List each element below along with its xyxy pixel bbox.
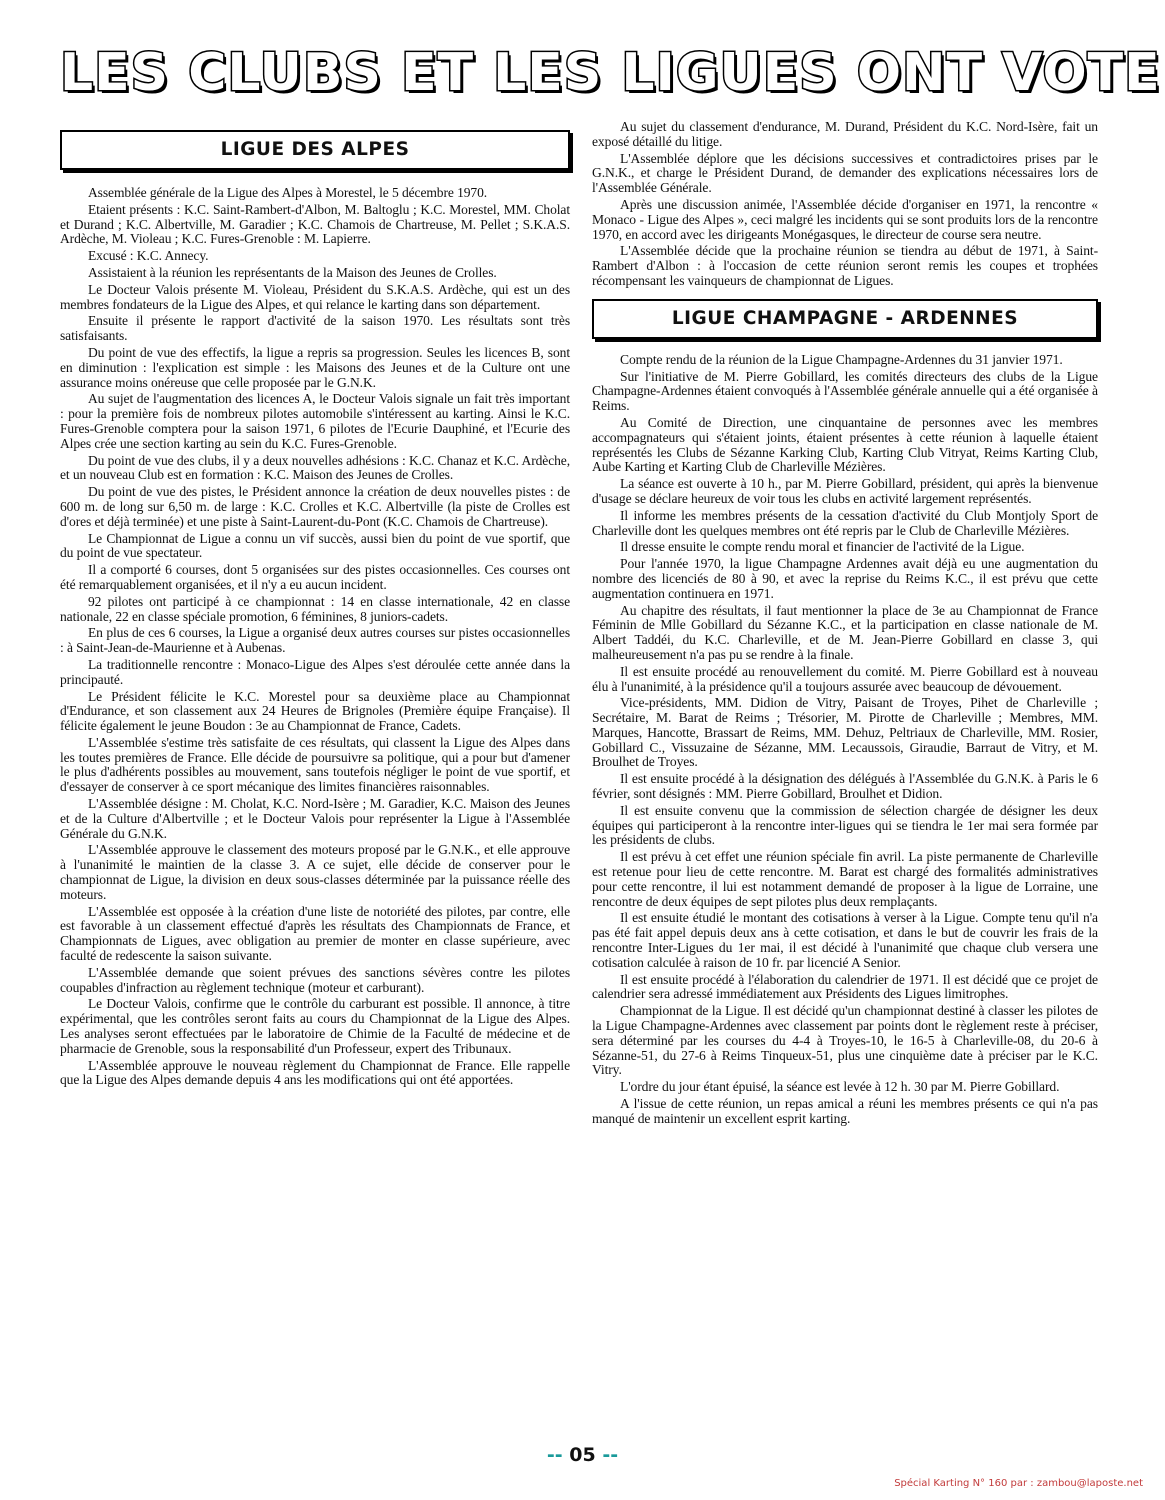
right-column: [592, 120, 1098, 1129]
left-column: [60, 120, 570, 1090]
article-paragraph: Il est ensuite convenu que la commission de sélection chargée de désigner les deux équipes qui participeront à la rencontre inter-ligues qui se tiendra le 1er mai sera formée par les présidents de clubs.: [592, 802, 1098, 848]
article-paragraph: Du point de vue des clubs, il y a deux nouvelles adhésions : K.C. Chanaz et K.C. Ardèche, et un nouveau Club est en formation : K.C. Maison des Jeunes de Crolles.: [60, 452, 570, 483]
article-paragraph: Assistaient à la réunion les représentants de la Maison des Jeunes de Crolles.: [88, 264, 497, 280]
article-paragraph: Il informe les membres présents de la cessation d'activité du Club Montjoly Sport de Charleville dont les quelques membres ont été repris par le Club de Charleville Mézières.: [592, 507, 1098, 538]
article-paragraph: A l'issue de cette réunion, un repas amical a réuni les membres présents ce qui n'a pas manqué de maintenir un excellent esprit karting.: [592, 1096, 1098, 1126]
article-paragraph: Après une discussion animée, l'Assemblée décide d'organiser en 1971, la rencontre « Monaco - Ligue des Alpes », ceci malgré les incidents qui se sont produits lors de la rencontre 1970, en accord avec les dirigeants Monégasques, le directeur de course sera neutre.: [592, 196, 1098, 242]
page-number: [0, 1444, 1165, 1466]
article-paragraph: La séance est ouverte à 10 h., par M. Pierre Gobillard, président, qui après la bienvenue d'usage se déclare heureux de voir tous les clubs en activité largement représentés.: [592, 476, 1098, 506]
article-paragraph: En plus de ces 6 courses, la Ligue a organisé deux autres courses sur pistes occasionnelles : à Saint-Jean-de-Maurienne et à Aubenas.: [60, 625, 570, 656]
article-paragraph: Il a comporté 6 courses, dont 5 organisées sur des pistes occasionnelles. Ces courses ont été remarquablement organisées, et il n'y a eu aucun incident.: [60, 562, 570, 592]
article-paragraph: Excusé : K.C. Annecy.: [88, 248, 209, 264]
article-paragraph: L'Assemblée désigne : M. Cholat, K.C. Nord-Isère ; M. Garadier, K.C. Maison des Jeunes et de la Culture d'Albertville ; et le Docteur Valois pour représenter la Ligue à l'Assemblée Générale du G.N.K.: [60, 796, 570, 841]
ligue-champagne-ardennes-article: [592, 353, 1098, 1127]
article-paragraph: Il dresse ensuite le compte rendu moral et financier de l'activité de la Ligue.: [620, 539, 1025, 555]
article-paragraph: Au sujet du classement d'endurance, M. Durand, Président du K.C. Nord-Isère, fait un exposé détaillé du litige.: [592, 119, 1098, 149]
article-paragraph: Il est ensuite procédé à l'élaboration du calendrier de 1971. Il est décidé que ce projet de calendrier sera adressé immédiatement aux Présidents des Ligues limitrophes.: [592, 971, 1098, 1002]
article-paragraph: Au sujet de l'augmentation des licences A, le Docteur Valois signale un fait très important : pour la première fois de nombreux pilotes automobile s'intéressent au karting. Ainsi le K.C. Fures-Grenoble comptera pour la saison 1971, 6 pilotes de l'Ecurie Dauphiné, et l'Ecurie des Alpes crée une section karting au sein du K.C. Fures-Grenoble.: [60, 391, 570, 451]
article-paragraph: Sur l'initiative de M. Pierre Gobillard, les comités directeurs des clubs de la Ligue Champagne-Ardennes étaient convoqués à l'Assemblée générale annuelle qui a été organisée à Reims.: [592, 368, 1098, 414]
article-paragraph: Championnat de la Ligue. Il est décidé qu'un championnat destiné à classer les pilotes de la Ligue Champagne-Ardennes avec classement par points dont le règlement reste à préciser, sera déterminé par les courses du 4-4 à Troyes-10, le 16-5 à Charleville-08, du 20-6 à Sézanne-51, du 27-6 à Reims Tinqueux-51, plus une cinquième date à préciser par le K.C. Vitry.: [592, 1003, 1098, 1078]
article-paragraph: L'Assemblée déplore que les décisions successives et contradictoires prises par le G.N.K., et charge le Président Durand, de demander des explications nécessaires lors de l'Assemblée Générale.: [592, 150, 1098, 196]
ligue-des-alpes-article-continued: [592, 120, 1098, 289]
article-paragraph: Le Docteur Valois, confirme que le contrôle du carburant est possible. Il annonce, à titre expérimental, que les contrôles seront faits au cours du Championnat de la Ligue des Alpes. Les analyses seront effectuées par le laboratoire de Chimie de la Faculté de médecine et de pharmacie de Grenoble, sous la responsabilité d'un Professeur, expert des Tribunaux.: [60, 996, 570, 1056]
page-number-value: 05: [569, 1444, 596, 1466]
article-paragraph: Au Comité de Direction, une cinquantaine de personnes avec les membres accompagnateurs qui s'étaient joints, étaient présentes à cette réunion à laquelle étaient représentés les Clubs de Sézanne Karking Club, Karting Club Vitryat, Reims Karting Club, Aube Karting et Karting Club de Charleville Mézières.: [592, 414, 1098, 475]
article-paragraph: Compte rendu de la réunion de la Ligue Champagne-Ardennes du 31 janvier 1971.: [620, 351, 1063, 367]
article-paragraph: Assemblée générale de la Ligue des Alpes à Morestel, le 5 décembre 1970.: [88, 185, 488, 200]
article-paragraph: Il est prévu à cet effet une réunion spéciale fin avril. La piste permanente de Charleville est retenue pour lieu de cette rencontre. M. Barat est chargé des formalités administratives pour cette rencontre, il lui est notamment demandé de proposer à la ligue de Lorraine, une rencontre de deux équipes de sept pilotes plus deux remplaçants.: [592, 849, 1098, 909]
article-paragraph: Ensuite il présente le rapport d'activité de la saison 1970. Les résultats sont très satisfaisants.: [60, 313, 570, 344]
article-paragraph: Le Championnat de Ligue a connu un vif succès, aussi bien du point de vue sportif, que du point de vue spectateur.: [60, 530, 570, 561]
article-paragraph: Du point de vue des effectifs, la ligue a repris sa progression. Seules les licences B, sont en diminution : l'explication est simple : les Maisons des Jeunes et de la Culture ont une assurance moins onéreuse que celle proposée par le G.N.K.: [60, 344, 570, 390]
section-title-ligue-des-alpes: LIGUE DES ALPES: [60, 130, 570, 170]
article-paragraph: Au chapitre des résultats, il faut mentionner la place de 3e au Championnat de France Féminin de Mlle Gobillard du Sézanne K.C., et la participation en classe nationale de M. Albert Taddéi, du K.C. Charleville, et de M. Jean-Pierre Gobillard en classe 3, qui malheureusement n'a pas pu se rendre à la finale.: [592, 602, 1098, 662]
section-title-ligue-champagne-ardennes: LIGUE CHAMPAGNE - ARDENNES: [592, 299, 1098, 339]
article-paragraph: Du point de vue des pistes, le Président annonce la création de deux nouvelles pistes : de 600 m. de long sur 6,50 m. de large : K.C. Crolles et K.C. Albertville (la piste de Crolles est d'ores et déjà terminée) et une piste à Saint-Laurent-du-Pont (K.C. Chamois de Chartreuse).: [60, 484, 570, 529]
article-paragraph: Pour l'année 1970, la ligue Champagne Ardennes avait déjà eu une augmentation du nombre des licenciés de 80 à 90, et avec la reprise du Reims K.C., il est prévu que cette augmentation continuera en 1971.: [592, 556, 1098, 601]
article-paragraph: Il est ensuite procédé au renouvellement du comité. M. Pierre Gobillard est à nouveau élu à l'unanimité, à la présidence qu'il a toujours assurée avec beaucoup de dévouement.: [592, 663, 1098, 694]
page-number-dash-right: --: [602, 1444, 619, 1466]
article-paragraph: L'Assemblée demande que soient prévues des sanctions sévères contre les pilotes coupables d'infraction au règlement technique (moteur et carburant).: [60, 964, 570, 995]
page-headline: LES CLUBS ET LES LIGUES ONT VOTE: [60, 43, 1161, 103]
article-paragraph: Etaient présents : K.C. Saint-Rambert-d'Albon, M. Baltoglu ; K.C. Morestel, MM. Cholat et Durand ; K.C. Albertville, M. Garadier ; K.C. Chamois de Chartreuse, M. Pellet ; S.K.A.S. Ardèche, M. Violeau ; K.C. Fures-Grenoble : M. Lapierre.: [60, 201, 570, 247]
article-paragraph: L'Assemblée approuve le nouveau règlement du Championnat de France. Elle rappelle que la Ligue des Alpes demande depuis 4 ans les modifications qui ont été apportées.: [60, 1057, 570, 1088]
article-paragraph: 92 pilotes ont participé à ce championnat : 14 en classe internationale, 42 en classe nationale, 22 en classe spéciale promotion, 6 féminines, 8 juniors-cadets.: [60, 593, 570, 624]
page-number-dash-left: --: [546, 1444, 563, 1466]
article-paragraph: Le Président félicite le K.C. Morestel pour sa deuxième place au Championnat d'Endurance, et son classement aux 24 Heures de Brignoles (Première équipe Française). Il félicite également le jeune Boudon : 3e au Championnat de France, Cadets.: [60, 688, 570, 734]
article-paragraph: Il est ensuite procédé à la désignation des délégués à l'Assemblée du G.N.K. à Paris le 6 février, sont désignés : MM. Pierre Gobillard, Broulhet et Didion.: [592, 771, 1098, 802]
footer-credit: Spécial Karting N° 160 par : zambou@laposte.net: [894, 1478, 1143, 1489]
article-paragraph: L'Assemblée décide que la prochaine réunion se tiendra au début de 1971, à Saint-Rambert d'Albon : à l'occasion de cette réunion seront remis les coupes et trophées récompensant les vainqueurs de championnat de Ligues.: [592, 243, 1098, 288]
article-paragraph: Vice-présidents, MM. Didion de Vitry, Paisant de Troyes, Pihet de Charleville ; Secrétaire, M. Barat de Reims ; Trésorier, M. Pirotte de Charleville ; Membres, MM. Marques, Hancotte, Brassart de Reims, MM. Dehuz, Peltriaux de Charleville, MM. Rosier, Gobillard C., Vissuzaine de Sézanne, MM. Lecaussois, Giraudie, Barraut de Vitry, et M. Broulhet de Troyes.: [592, 695, 1098, 770]
article-paragraph: L'Assemblée est opposée à la création d'une liste de notoriété des pilotes, par contre, elle est favorable à un classement effectué d'après les résultats des Championnats de France, et Championnats de Ligues, avec obligation au premier de monter en classe supérieure, avec faculté de redescente la saison suivante.: [60, 903, 570, 964]
article-paragraph: La traditionnelle rencontre : Monaco-Ligue des Alpes s'est déroulée cette année dans la principauté.: [60, 656, 570, 687]
article-paragraph: Il est ensuite étudié le montant des cotisations à verser à la Ligue. Compte tenu qu'il n'a pas été fait appel depuis deux ans à cette cotisation, et dans le but de couvrir les frais de la rencontre Inter-Ligues du 1er mai, il est décidé à l'unanimité que chaque club versera une cotisation calculée à raison de 10 fr. par licencié A Senior.: [592, 910, 1098, 970]
ligue-des-alpes-article: [60, 186, 570, 1088]
article-paragraph: L'Assemblée approuve le classement des moteurs proposé par le G.N.K., et elle approuve à l'unanimité le maintien de la classe 3. A ce sujet, elle décide de conserver pour le championnat de Ligue, la division en deux sous-classes déterminée par la puissance réelle des moteurs.: [60, 842, 570, 902]
article-paragraph: L'Assemblée s'estime très satisfaite de ces résultats, qui classent la Ligue des Alpes dans les toutes premières de France. Elle décide de poursuivre sa politique, qui a pour but d'amener le plus d'adhérents possibles au mouvement, sans toutefois négliger le point de vue sportif, et d'essayer de conserver à ce sport mécanique des limites financières raisonnables.: [60, 734, 570, 795]
article-paragraph: Le Docteur Valois présente M. Violeau, Président du S.K.A.S. Ardèche, qui est un des membres fondateurs de la Ligue des Alpes, et qui relance le karting dans son département.: [60, 281, 570, 312]
article-paragraph: L'ordre du jour étant épuisé, la séance est levée à 12 h. 30 par M. Pierre Gobillard.: [620, 1079, 1060, 1095]
